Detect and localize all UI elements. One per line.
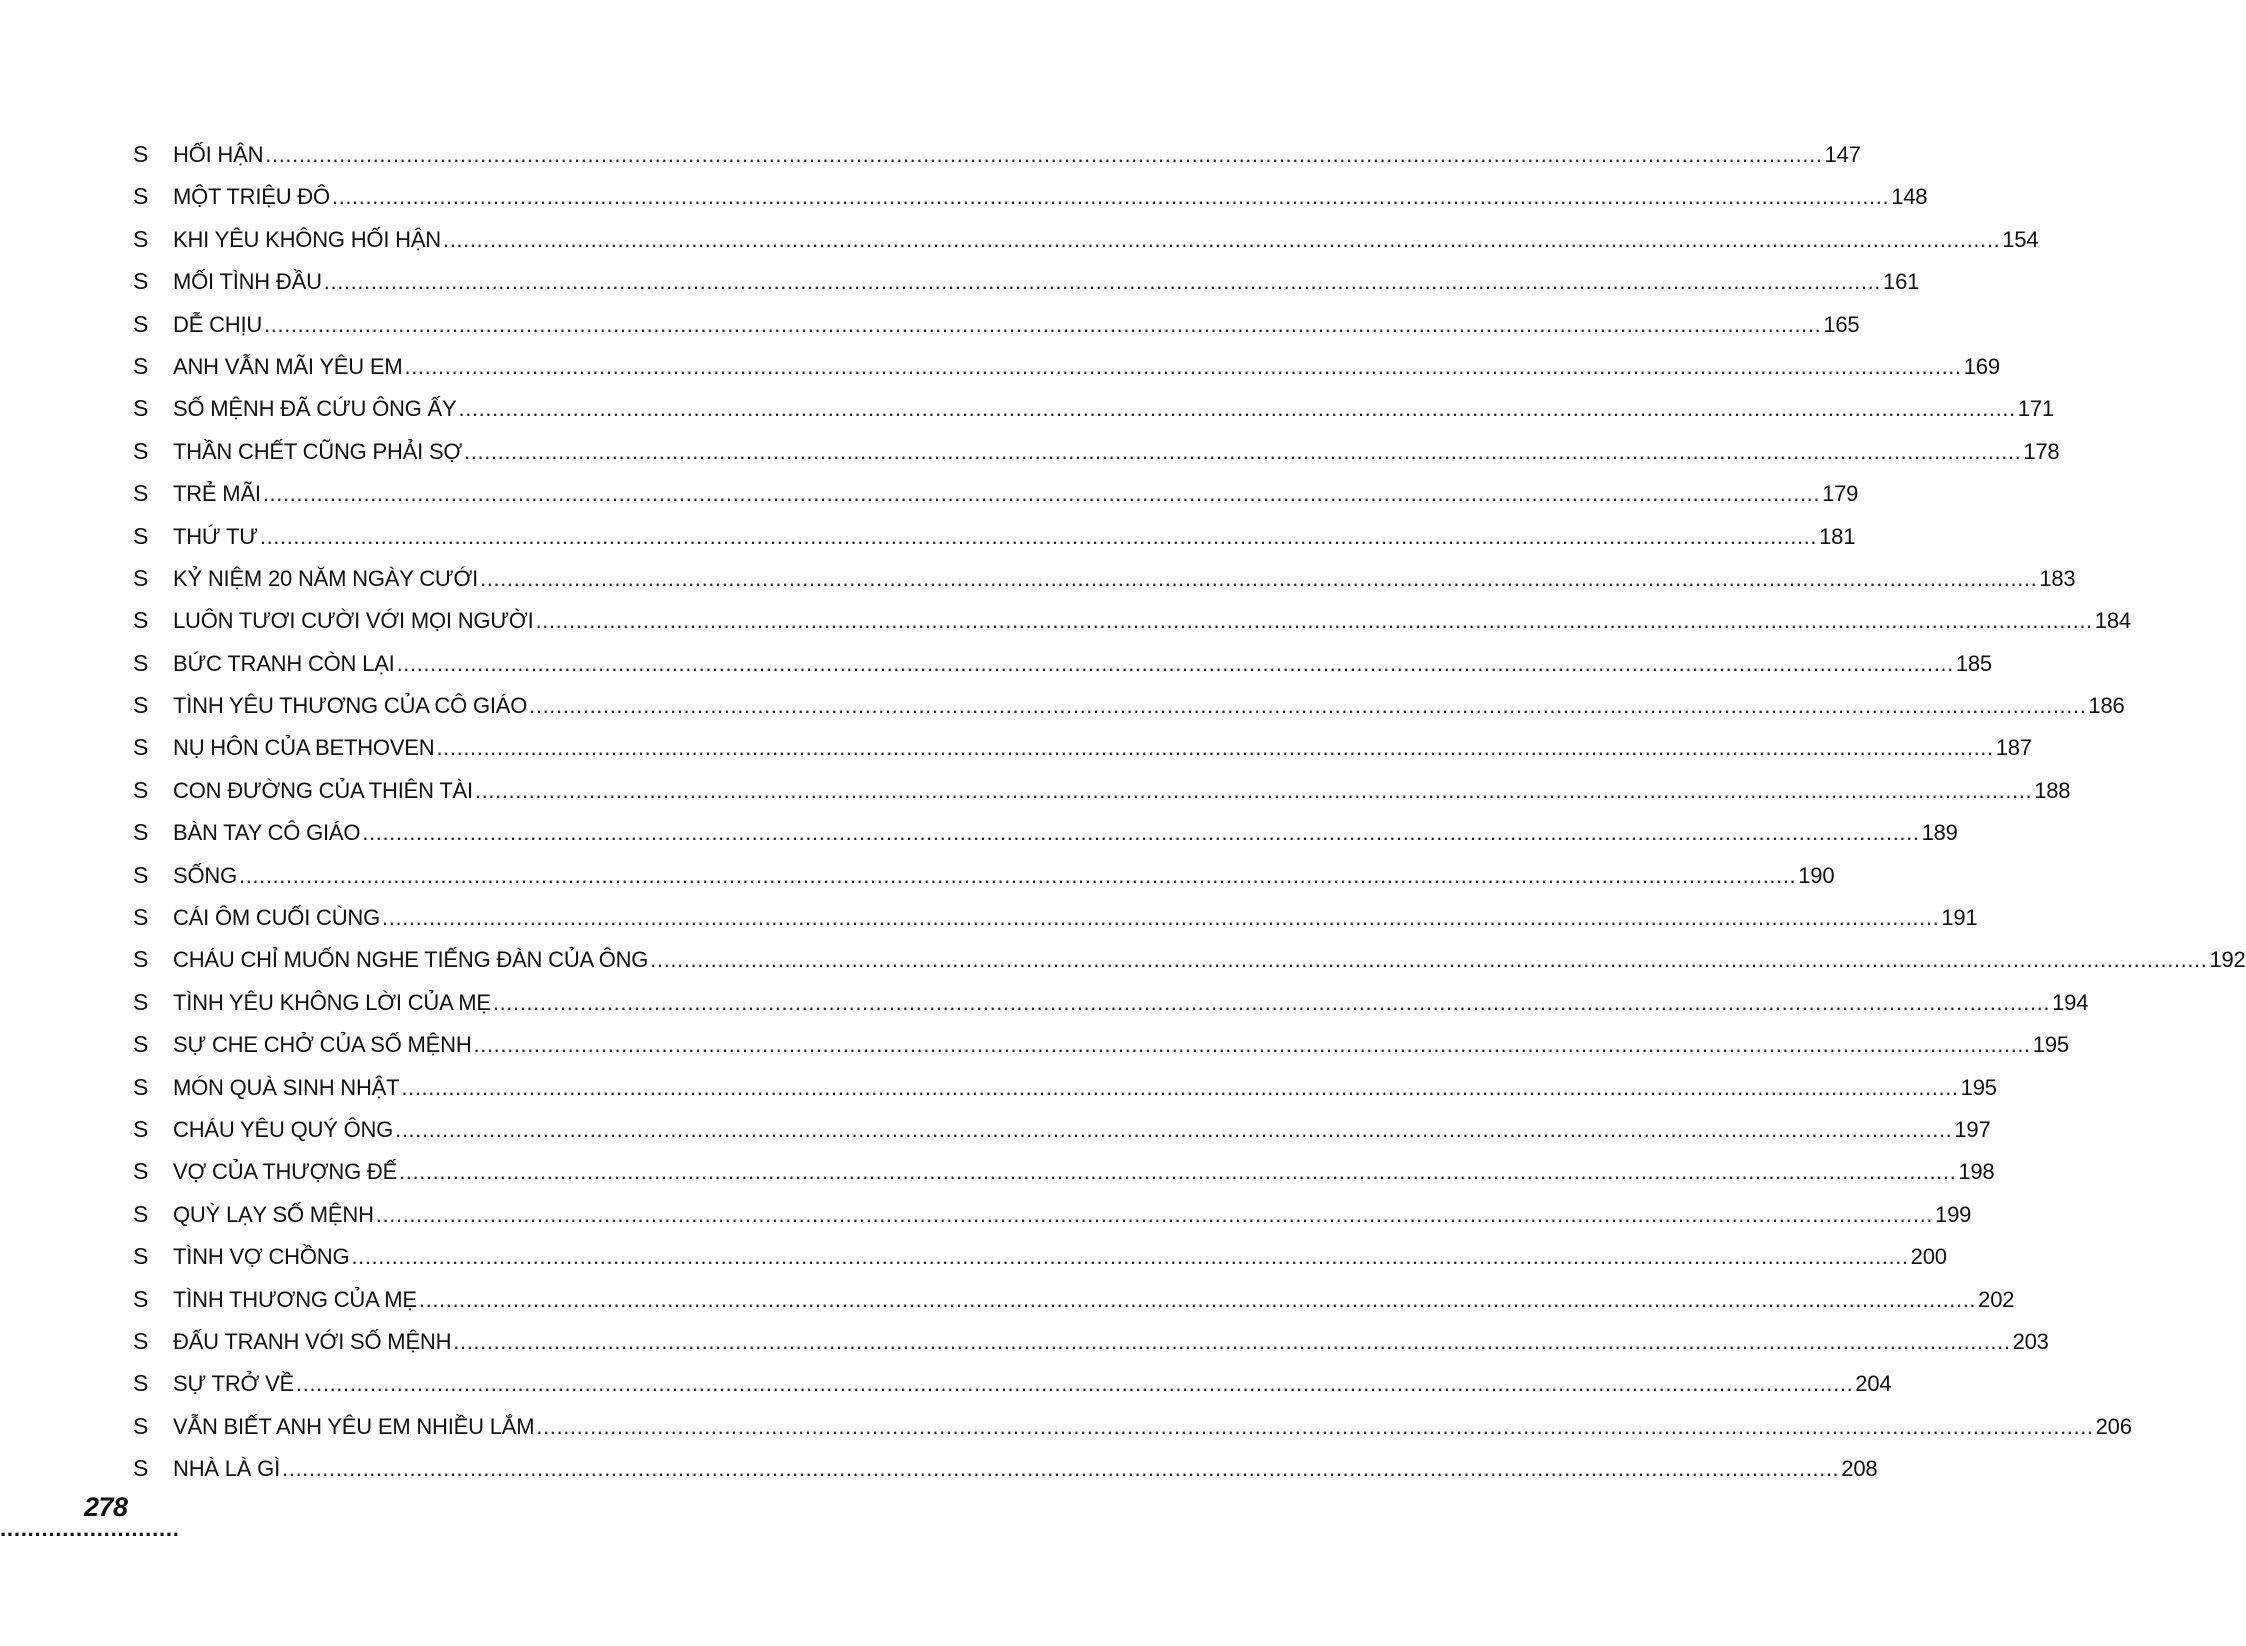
toc-bullet: S [133, 988, 149, 1015]
toc-bullet: S [133, 225, 149, 252]
toc-bullet: S [133, 522, 149, 549]
toc-entry-page: 178 [2023, 438, 2060, 464]
toc-entry-page: 203 [2012, 1328, 2049, 1354]
toc-entry-title: NHÀ LÀ GÌ [173, 1456, 281, 1482]
toc-entry-page: 206 [2095, 1413, 2132, 1439]
toc-dot-leader [459, 395, 2016, 423]
toc-dot-leader [239, 862, 1796, 890]
toc-entry-title: DỄ CHỊU [173, 311, 263, 337]
toc-bullet: S [133, 1158, 149, 1185]
toc-dot-leader [362, 819, 1919, 847]
toc-entry-page: 194 [2052, 989, 2089, 1015]
toc-dot-leader [282, 1455, 1839, 1483]
toc-dot-leader [351, 1243, 1908, 1271]
toc-entry-page: 154 [2002, 226, 2039, 252]
toc-entry-title: TÌNH YÊU KHÔNG LỜI CỦA MẸ [173, 989, 491, 1015]
toc-entry-page: 198 [1958, 1159, 1995, 1185]
toc-entry [133, 861, 1835, 903]
toc-entry-title: CHÁU CHỈ MUỐN NGHE TIẾNG ĐÀN CỦA ÔNG [173, 947, 649, 973]
toc-entry [133, 1157, 1995, 1199]
toc-entry-page: 171 [2017, 396, 2054, 422]
toc-dot-leader [419, 1286, 1976, 1314]
toc-dot-leader [650, 946, 2207, 974]
toc-entry [133, 182, 1928, 224]
toc-dot-leader [480, 565, 2037, 593]
toc-bullet: S [133, 861, 149, 888]
toc-entry-page: 181 [1819, 523, 1856, 549]
toc-bullet: S [133, 1243, 149, 1270]
toc-entry-page: 195 [2032, 1032, 2069, 1058]
toc-entry-page: 147 [1824, 142, 1861, 167]
toc-bullet: S [133, 607, 149, 634]
toc-entry [133, 649, 1992, 691]
toc-dot-leader [263, 480, 1820, 508]
toc-entry [133, 140, 1861, 182]
toc-bullet: S [133, 310, 149, 337]
toc-entry [133, 225, 2039, 267]
toc-dot-leader [493, 989, 2050, 1017]
toc-entry [133, 1454, 1878, 1496]
toc-bullet: S [133, 692, 149, 719]
toc-dot-leader [404, 353, 1961, 381]
toc-bullet: S [133, 734, 149, 761]
toc-entry-title: VỢ CỦA THƯỢNG ĐẾ [173, 1159, 398, 1185]
toc-entry-page: 200 [1910, 1244, 1947, 1270]
toc-entry-title: MÓN QUÀ SINH NHẬT [173, 1074, 400, 1100]
toc-entry-page: 169 [1963, 353, 2000, 379]
toc-entry-page: 179 [1822, 481, 1859, 507]
toc-entry-title: LUÔN TƯƠI CƯỜI VỚI MỌI NGƯỜI [173, 608, 534, 634]
toc-entry [133, 267, 1920, 309]
page-number: 278 [84, 1492, 128, 1522]
toc-entry-page: 184 [2094, 608, 2131, 634]
toc-entry-title: TRẺ MÃI [173, 481, 261, 507]
toc-entry [133, 691, 2125, 733]
toc-entry-title: CHÁU YÊU QUÝ ÔNG [173, 1116, 394, 1142]
footer-dot-rule: .......................... [0, 1516, 180, 1541]
toc-dot-leader [260, 523, 1817, 551]
toc-entry-title: TÌNH VỢ CHỒNG [173, 1244, 350, 1270]
toc-entry-page: 208 [1841, 1456, 1878, 1482]
toc-entry-page: 191 [1941, 905, 1978, 931]
toc-entry [133, 733, 2032, 775]
toc-bullet: S [133, 141, 149, 167]
toc-entry [133, 776, 2071, 818]
toc-entry-page: 202 [1978, 1286, 2015, 1312]
toc-entry-title: SỰ TRỞ VỀ [173, 1371, 295, 1397]
toc-entry-title: VẪN BIẾT ANH YÊU EM NHIỀU LẮM [173, 1413, 535, 1439]
toc-entry [133, 1327, 2049, 1369]
toc-entry [133, 1369, 1892, 1411]
toc-entry-title: SỐNG [173, 862, 237, 888]
table-of-contents [133, 140, 2246, 1497]
toc-entry-title: THỨ TƯ [173, 523, 258, 549]
toc-entry-title: QUỲ LẠY SỐ MỆNH [173, 1201, 374, 1227]
toc-entry-title: MỐI TÌNH ĐẦU [173, 269, 322, 295]
toc-entry [133, 818, 1958, 860]
toc-entry [133, 1115, 1991, 1157]
toc-entry-page: 192 [2209, 947, 2246, 973]
toc-bullet: S [133, 819, 149, 846]
toc-entry [133, 310, 1860, 352]
toc-entry [133, 1242, 1947, 1284]
toc-entry-title: BÀN TAY CÔ GIÁO [173, 820, 361, 846]
toc-entry-page: 165 [1823, 311, 1860, 337]
toc-dot-leader [382, 904, 1939, 932]
toc-entry [133, 903, 1978, 945]
toc-entry-title: HỐI HẬN [173, 142, 264, 167]
toc-entry-page: 186 [2088, 693, 2125, 719]
toc-bullet: S [133, 268, 149, 295]
toc-bullet: S [133, 1115, 149, 1142]
toc-entry-title: CÁI ÔM CUỐI CÙNG [173, 905, 381, 931]
toc-entry-page: 183 [2039, 565, 2076, 591]
toc-entry [133, 522, 1856, 564]
toc-bullet: S [133, 1327, 149, 1354]
toc-entry [133, 1285, 2015, 1327]
toc-bullet: S [133, 1412, 149, 1439]
toc-dot-leader [265, 141, 1822, 169]
toc-dot-leader [443, 226, 2000, 254]
toc-bullet: S [133, 1370, 149, 1397]
toc-entry-page: 197 [1954, 1116, 1991, 1142]
toc-dot-leader [536, 1413, 2093, 1441]
toc-entry-page: 190 [1798, 862, 1835, 888]
toc-entry-page: 204 [1855, 1371, 1892, 1397]
toc-bullet: S [133, 776, 149, 803]
toc-bullet: S [133, 649, 149, 676]
toc-bullet: S [133, 564, 149, 591]
toc-dot-leader [296, 1370, 1853, 1398]
toc-dot-leader [332, 183, 1889, 211]
toc-entry-title: TÌNH YÊU THƯƠNG CỦA CÔ GIÁO [173, 693, 528, 719]
toc-entry [133, 1030, 2069, 1072]
toc-entry-title: SỐ MỆNH ĐÃ CỨU ÔNG ẤY [173, 396, 457, 422]
toc-bullet: S [133, 1031, 149, 1058]
toc-entry-page: 195 [1960, 1074, 1997, 1100]
toc-bullet: S [133, 352, 149, 379]
toc-entry-title: CON ĐƯỜNG CỦA THIÊN TÀI [173, 777, 473, 803]
toc-dot-leader [401, 1074, 1958, 1102]
toc-entry [133, 1200, 1972, 1242]
toc-entry-title: TÌNH THƯƠNG CỦA MẸ [173, 1286, 417, 1312]
toc-entry-page: 199 [1935, 1201, 1972, 1227]
toc-entry-page: 187 [1995, 735, 2032, 761]
toc-bullet: S [133, 437, 149, 464]
toc-entry-title: KỶ NIỆM 20 NĂM NGÀY CƯỚI [173, 565, 479, 591]
toc-entry-title: MỘT TRIỆU ĐÔ [173, 184, 330, 210]
toc-bullet: S [133, 904, 149, 931]
toc-entry-page: 185 [1955, 650, 1992, 676]
toc-dot-leader [529, 692, 2086, 720]
toc-dot-leader [264, 311, 1821, 339]
toc-entry-page: 161 [1883, 269, 1920, 295]
toc-entry-title: BỨC TRANH CÒN LẠI [173, 650, 395, 676]
toc-entry [133, 437, 2060, 479]
toc-entry-title: ĐẤU TRANH VỚI SỐ MỆNH [173, 1328, 452, 1354]
toc-bullet: S [133, 1200, 149, 1227]
toc-dot-leader [324, 268, 1881, 296]
toc-entry-title: THẦN CHẾT CŨNG PHẢI SỢ [173, 438, 463, 464]
toc-entry-title: NỤ HÔN CỦA BETHOVEN [173, 735, 435, 761]
toc-entry-page: 189 [1921, 820, 1958, 846]
toc-entry [133, 945, 2246, 987]
toc-entry [133, 988, 2089, 1030]
toc-dot-leader [474, 1031, 2031, 1059]
toc-bullet: S [133, 395, 149, 422]
toc-entry [133, 1073, 1997, 1115]
toc-entry-title: SỰ CHE CHỞ CỦA SỐ MỆNH [173, 1032, 472, 1058]
toc-entry [133, 564, 2076, 606]
toc-entry [133, 606, 2131, 648]
toc-bullet: S [133, 1073, 149, 1100]
toc-dot-leader [464, 438, 2021, 466]
toc-dot-leader [395, 1116, 1952, 1144]
toc-entry [133, 1412, 2132, 1454]
toc-dot-leader [436, 734, 1993, 762]
toc-bullet: S [133, 1455, 149, 1482]
toc-dot-leader [399, 1158, 1956, 1186]
toc-entry [133, 479, 1859, 521]
toc-entry [133, 394, 2054, 436]
toc-bullet: S [133, 1285, 149, 1312]
toc-entry-page: 148 [1891, 184, 1928, 210]
toc-bullet: S [133, 183, 149, 210]
toc-dot-leader [376, 1201, 1933, 1229]
toc-dot-leader [536, 607, 2093, 635]
toc-bullet: S [133, 480, 149, 507]
toc-entry-page: 188 [2034, 777, 2071, 803]
toc-dot-leader [475, 777, 2032, 805]
toc-bullet: S [133, 946, 149, 973]
toc-dot-leader [453, 1328, 2010, 1356]
toc-entry [133, 352, 2000, 394]
toc-dot-leader [397, 650, 1954, 678]
toc-entry-title: ANH VẪN MÃI YÊU EM [173, 353, 403, 379]
toc-entry-title: KHI YÊU KHÔNG HỐI HẬN [173, 226, 441, 252]
